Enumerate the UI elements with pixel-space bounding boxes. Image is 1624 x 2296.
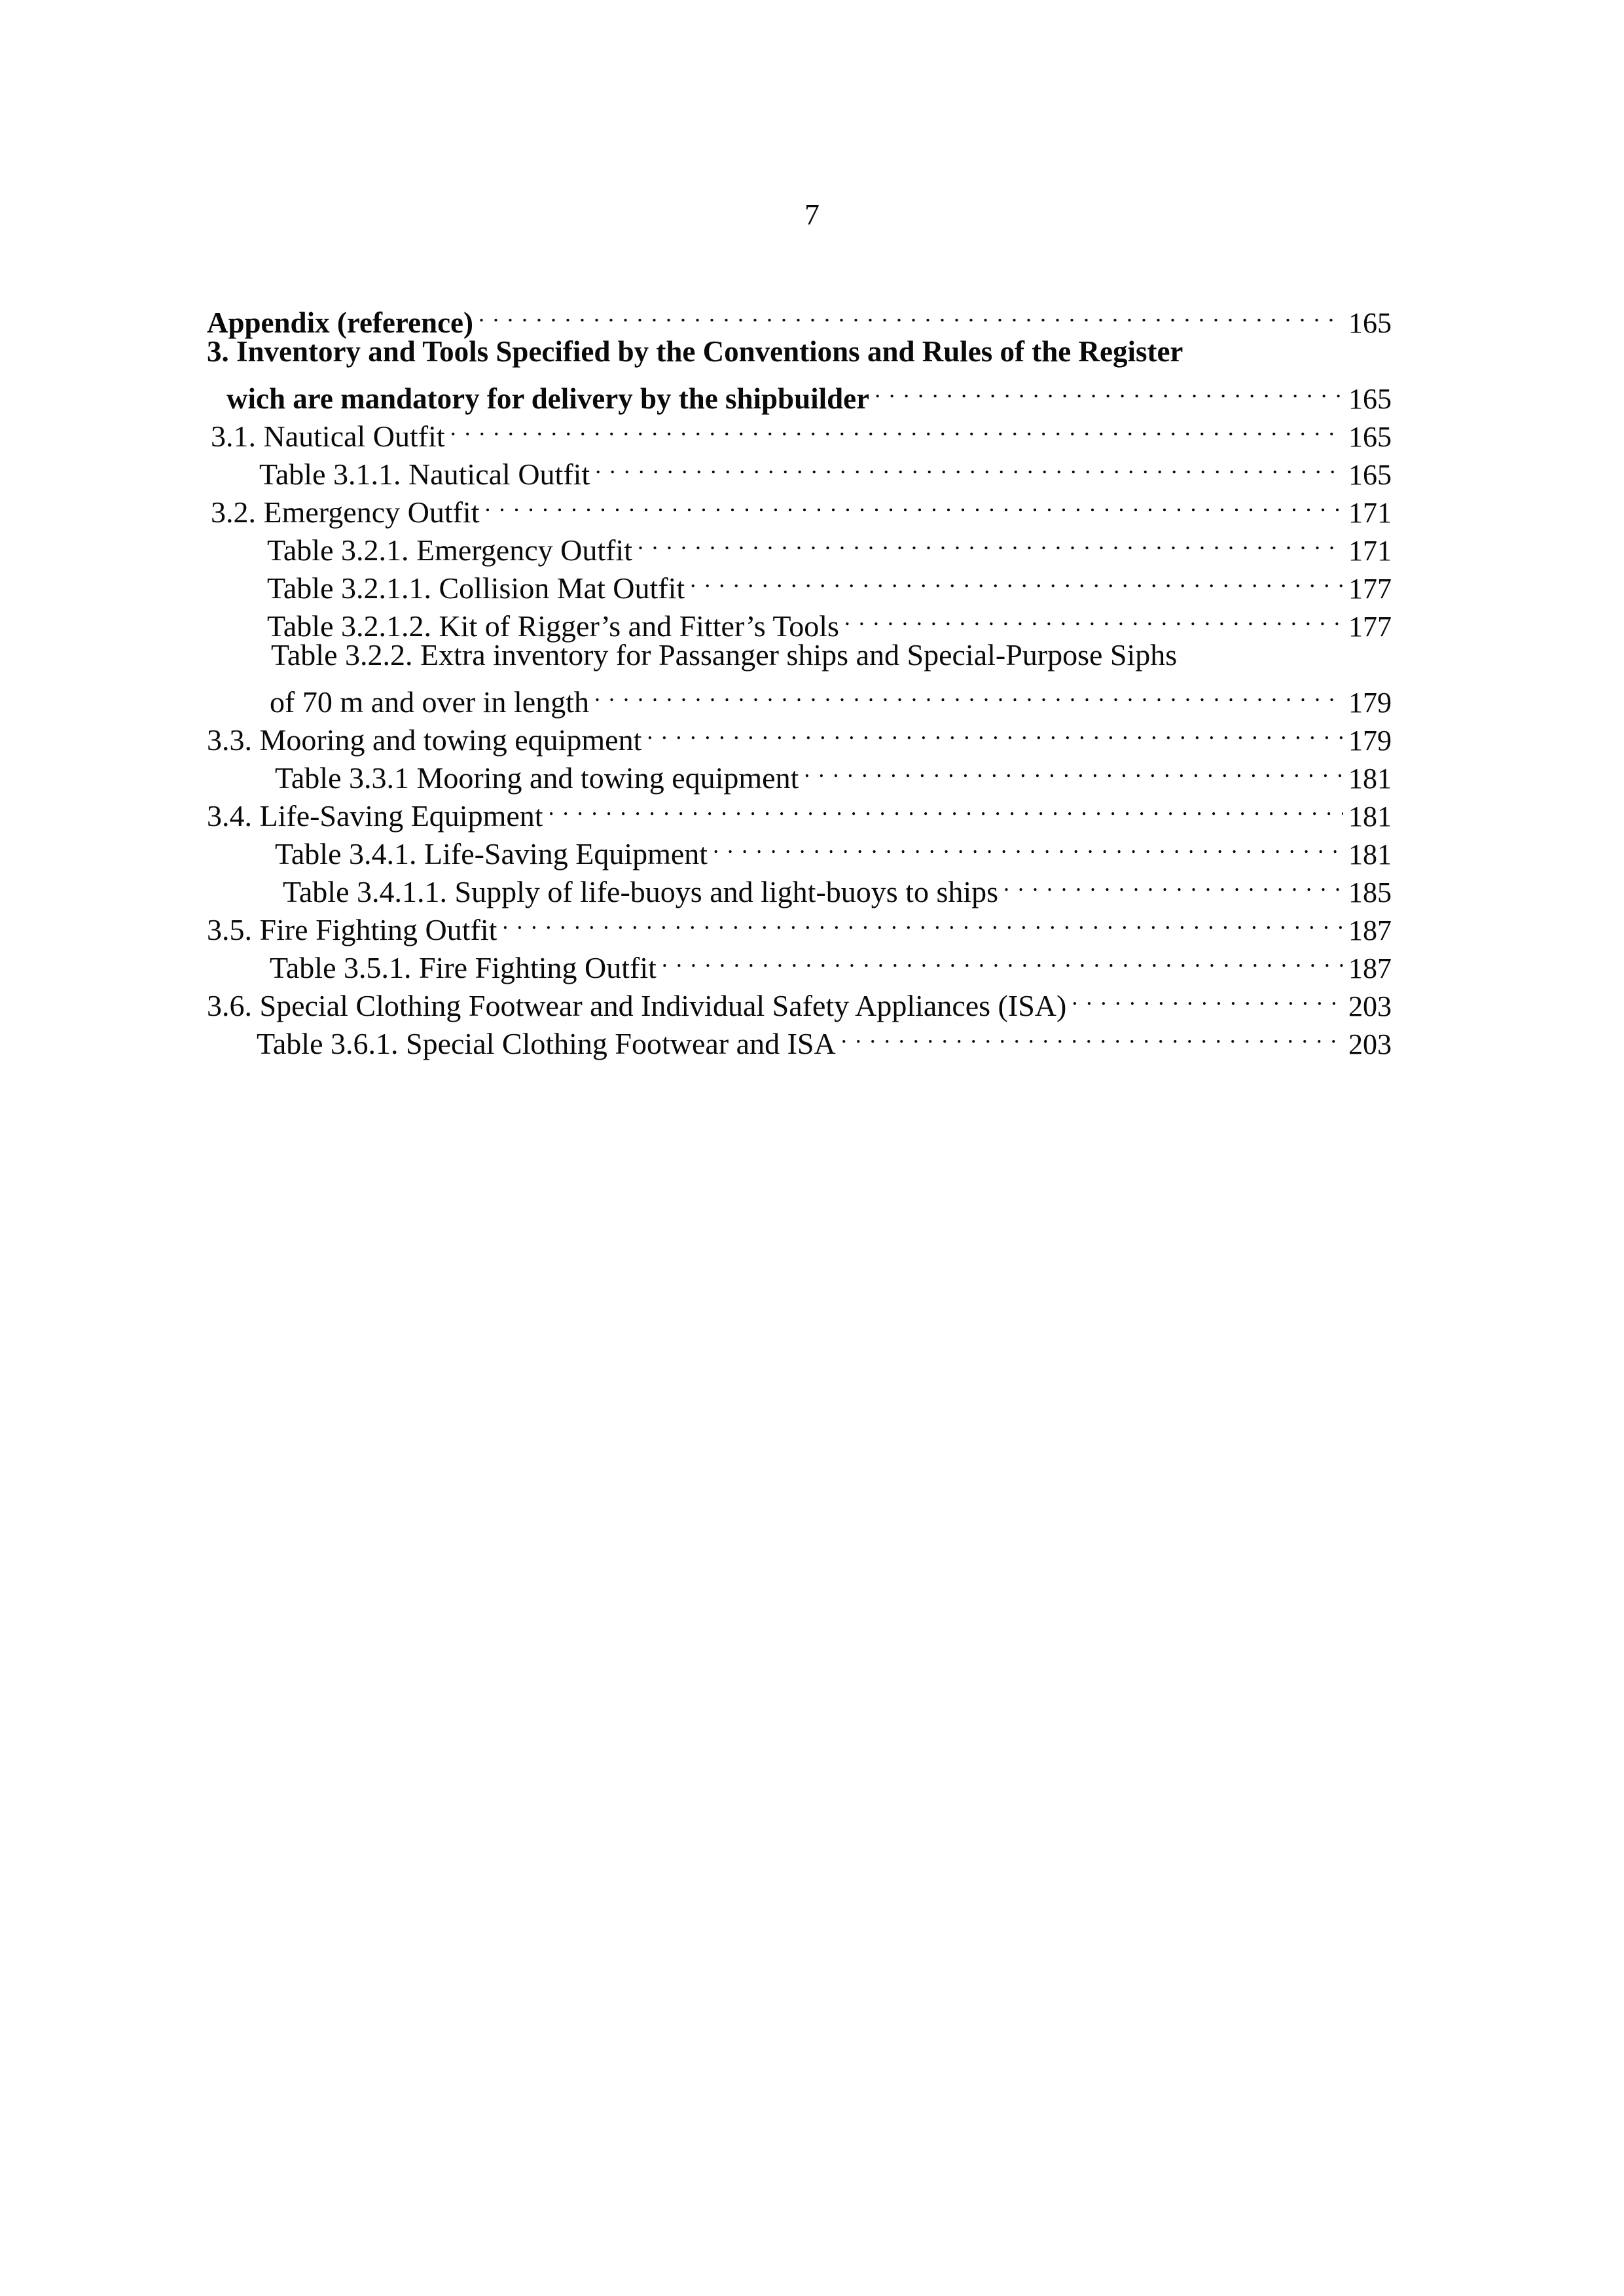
toc-entry-title: Appendix (reference) <box>207 306 473 339</box>
toc-entry-title: Table 3.4.1.1. Supply of life-buoys and light-buoys to ships <box>283 875 999 908</box>
dot-leader <box>690 560 1343 598</box>
toc-entry-title: Table 3.3.1 Mooring and towing equipment <box>275 761 799 795</box>
toc-entry-page: 171 <box>1348 535 1392 567</box>
dot-leader <box>485 484 1344 522</box>
dot-leader <box>502 902 1343 940</box>
toc-entry-table-3-3-1[interactable] <box>275 750 1392 795</box>
toc-entry-page: 181 <box>1348 762 1392 795</box>
toc-entry-table-3-4-1[interactable] <box>275 826 1392 870</box>
dot-leader <box>594 674 1343 712</box>
dot-leader <box>638 522 1343 560</box>
toc-entry-3-3[interactable] <box>207 712 1392 757</box>
toc-entry-title: Table 3.5.1. Fire Fighting Outfit <box>270 951 657 984</box>
toc-entry-title: 3.6. Special Clothing Footwear and Individual Safety Appliances (ISA) <box>207 989 1067 1022</box>
toc-entry-3-5[interactable] <box>207 902 1392 946</box>
toc-entry-title: Table 3.1.1. Nautical Outfit <box>259 457 590 491</box>
toc-entry-3-6[interactable] <box>207 978 1392 1022</box>
toc-entry-title: 3.5. Fire Fighting Outfit <box>207 913 497 946</box>
toc-entry-table-3-2-2-line1[interactable] <box>271 636 1177 674</box>
toc-entry-title: 3.3. Mooring and towing equipment <box>207 723 642 757</box>
toc-entry-title: Table 3.2.1.2. Kit of Rigger’s and Fitter’s Tools <box>267 609 839 643</box>
dot-leader <box>804 750 1343 788</box>
toc-entry-3-1[interactable] <box>211 408 1392 453</box>
dot-leader <box>647 712 1343 750</box>
toc-entry-page: 203 <box>1348 990 1392 1022</box>
toc-entry-table-3-2-1[interactable] <box>267 522 1392 567</box>
toc-entry-title: 3.1. Nautical Outfit <box>211 420 445 453</box>
toc-entry-3-2[interactable] <box>211 484 1392 529</box>
toc-entry-page: 165 <box>1348 459 1392 491</box>
dot-leader <box>713 826 1343 864</box>
toc-entry-page: 203 <box>1348 1028 1392 1060</box>
toc-entry-page: 177 <box>1348 573 1392 605</box>
toc-entry-page: 187 <box>1348 914 1392 946</box>
toc-entry-table-3-4-1-1[interactable] <box>283 864 1392 908</box>
dot-leader <box>478 295 1343 332</box>
toc-entry-table-3-1-1[interactable] <box>259 446 1392 491</box>
toc-entry-page: 185 <box>1348 876 1392 908</box>
dot-leader <box>844 598 1343 636</box>
toc-entry-table-3-2-1-2[interactable] <box>267 598 1392 643</box>
toc-entry-appendix[interactable] <box>207 295 1392 339</box>
toc-entry-section-3[interactable] <box>226 370 1392 415</box>
toc-entry-page: 179 <box>1348 687 1392 719</box>
dot-leader <box>662 940 1343 978</box>
toc-entry-title: Table 3.2.1.1. Collision Mat Outfit <box>267 571 685 605</box>
toc-entry-page: 171 <box>1348 497 1392 529</box>
toc-entry-page: 177 <box>1348 611 1392 643</box>
dot-leader <box>1003 864 1343 902</box>
page-number: 7 <box>804 198 820 231</box>
toc-entry-title: Table 3.6.1. Special Clothing Footwear and ISA <box>257 1027 836 1060</box>
toc-entry-page: 187 <box>1348 952 1392 984</box>
toc-entry-title-cont: of 70 m and over in length <box>270 685 590 719</box>
toc-entry-table-3-5-1[interactable] <box>270 940 1392 984</box>
toc-entry-page: 179 <box>1348 725 1392 757</box>
dot-leader <box>841 1016 1343 1054</box>
dot-leader <box>450 408 1343 446</box>
toc-entry-table-3-2-1-1[interactable] <box>267 560 1392 605</box>
toc-entry-title: Table 3.2.2. Extra inventory for Passanger ships and Special-Purpose Siphs <box>271 638 1178 672</box>
toc-entry-page: 165 <box>1348 307 1392 339</box>
toc-entry-title-cont: wich are mandatory for delivery by the shipbuilder <box>226 382 870 415</box>
dot-leader <box>1072 978 1343 1016</box>
toc-entry-page: 165 <box>1348 383 1392 415</box>
toc-entry-page: 181 <box>1348 838 1392 870</box>
toc-entry-page: 165 <box>1348 421 1392 453</box>
toc-entry-table-3-2-2[interactable] <box>270 674 1392 719</box>
toc-entry-table-3-6-1[interactable] <box>257 1016 1392 1060</box>
dot-leader <box>549 788 1343 826</box>
toc-entry-section-3-line1[interactable] <box>207 332 1183 370</box>
toc-entry-title: Table 3.4.1. Life-Saving Equipment <box>275 837 708 870</box>
toc-entry-title: Table 3.2.1. Emergency Outfit <box>267 533 632 567</box>
dot-leader <box>595 446 1343 484</box>
toc-entry-page: 181 <box>1348 800 1392 833</box>
dot-leader <box>875 370 1343 408</box>
toc-entry-title: 3. Inventory and Tools Specified by the Conventions and Rules of the Register <box>207 335 1183 368</box>
toc-entry-3-4[interactable] <box>207 788 1392 833</box>
toc-entry-title: 3.2. Emergency Outfit <box>211 495 480 529</box>
toc-entry-title: 3.4. Life-Saving Equipment <box>207 799 543 833</box>
